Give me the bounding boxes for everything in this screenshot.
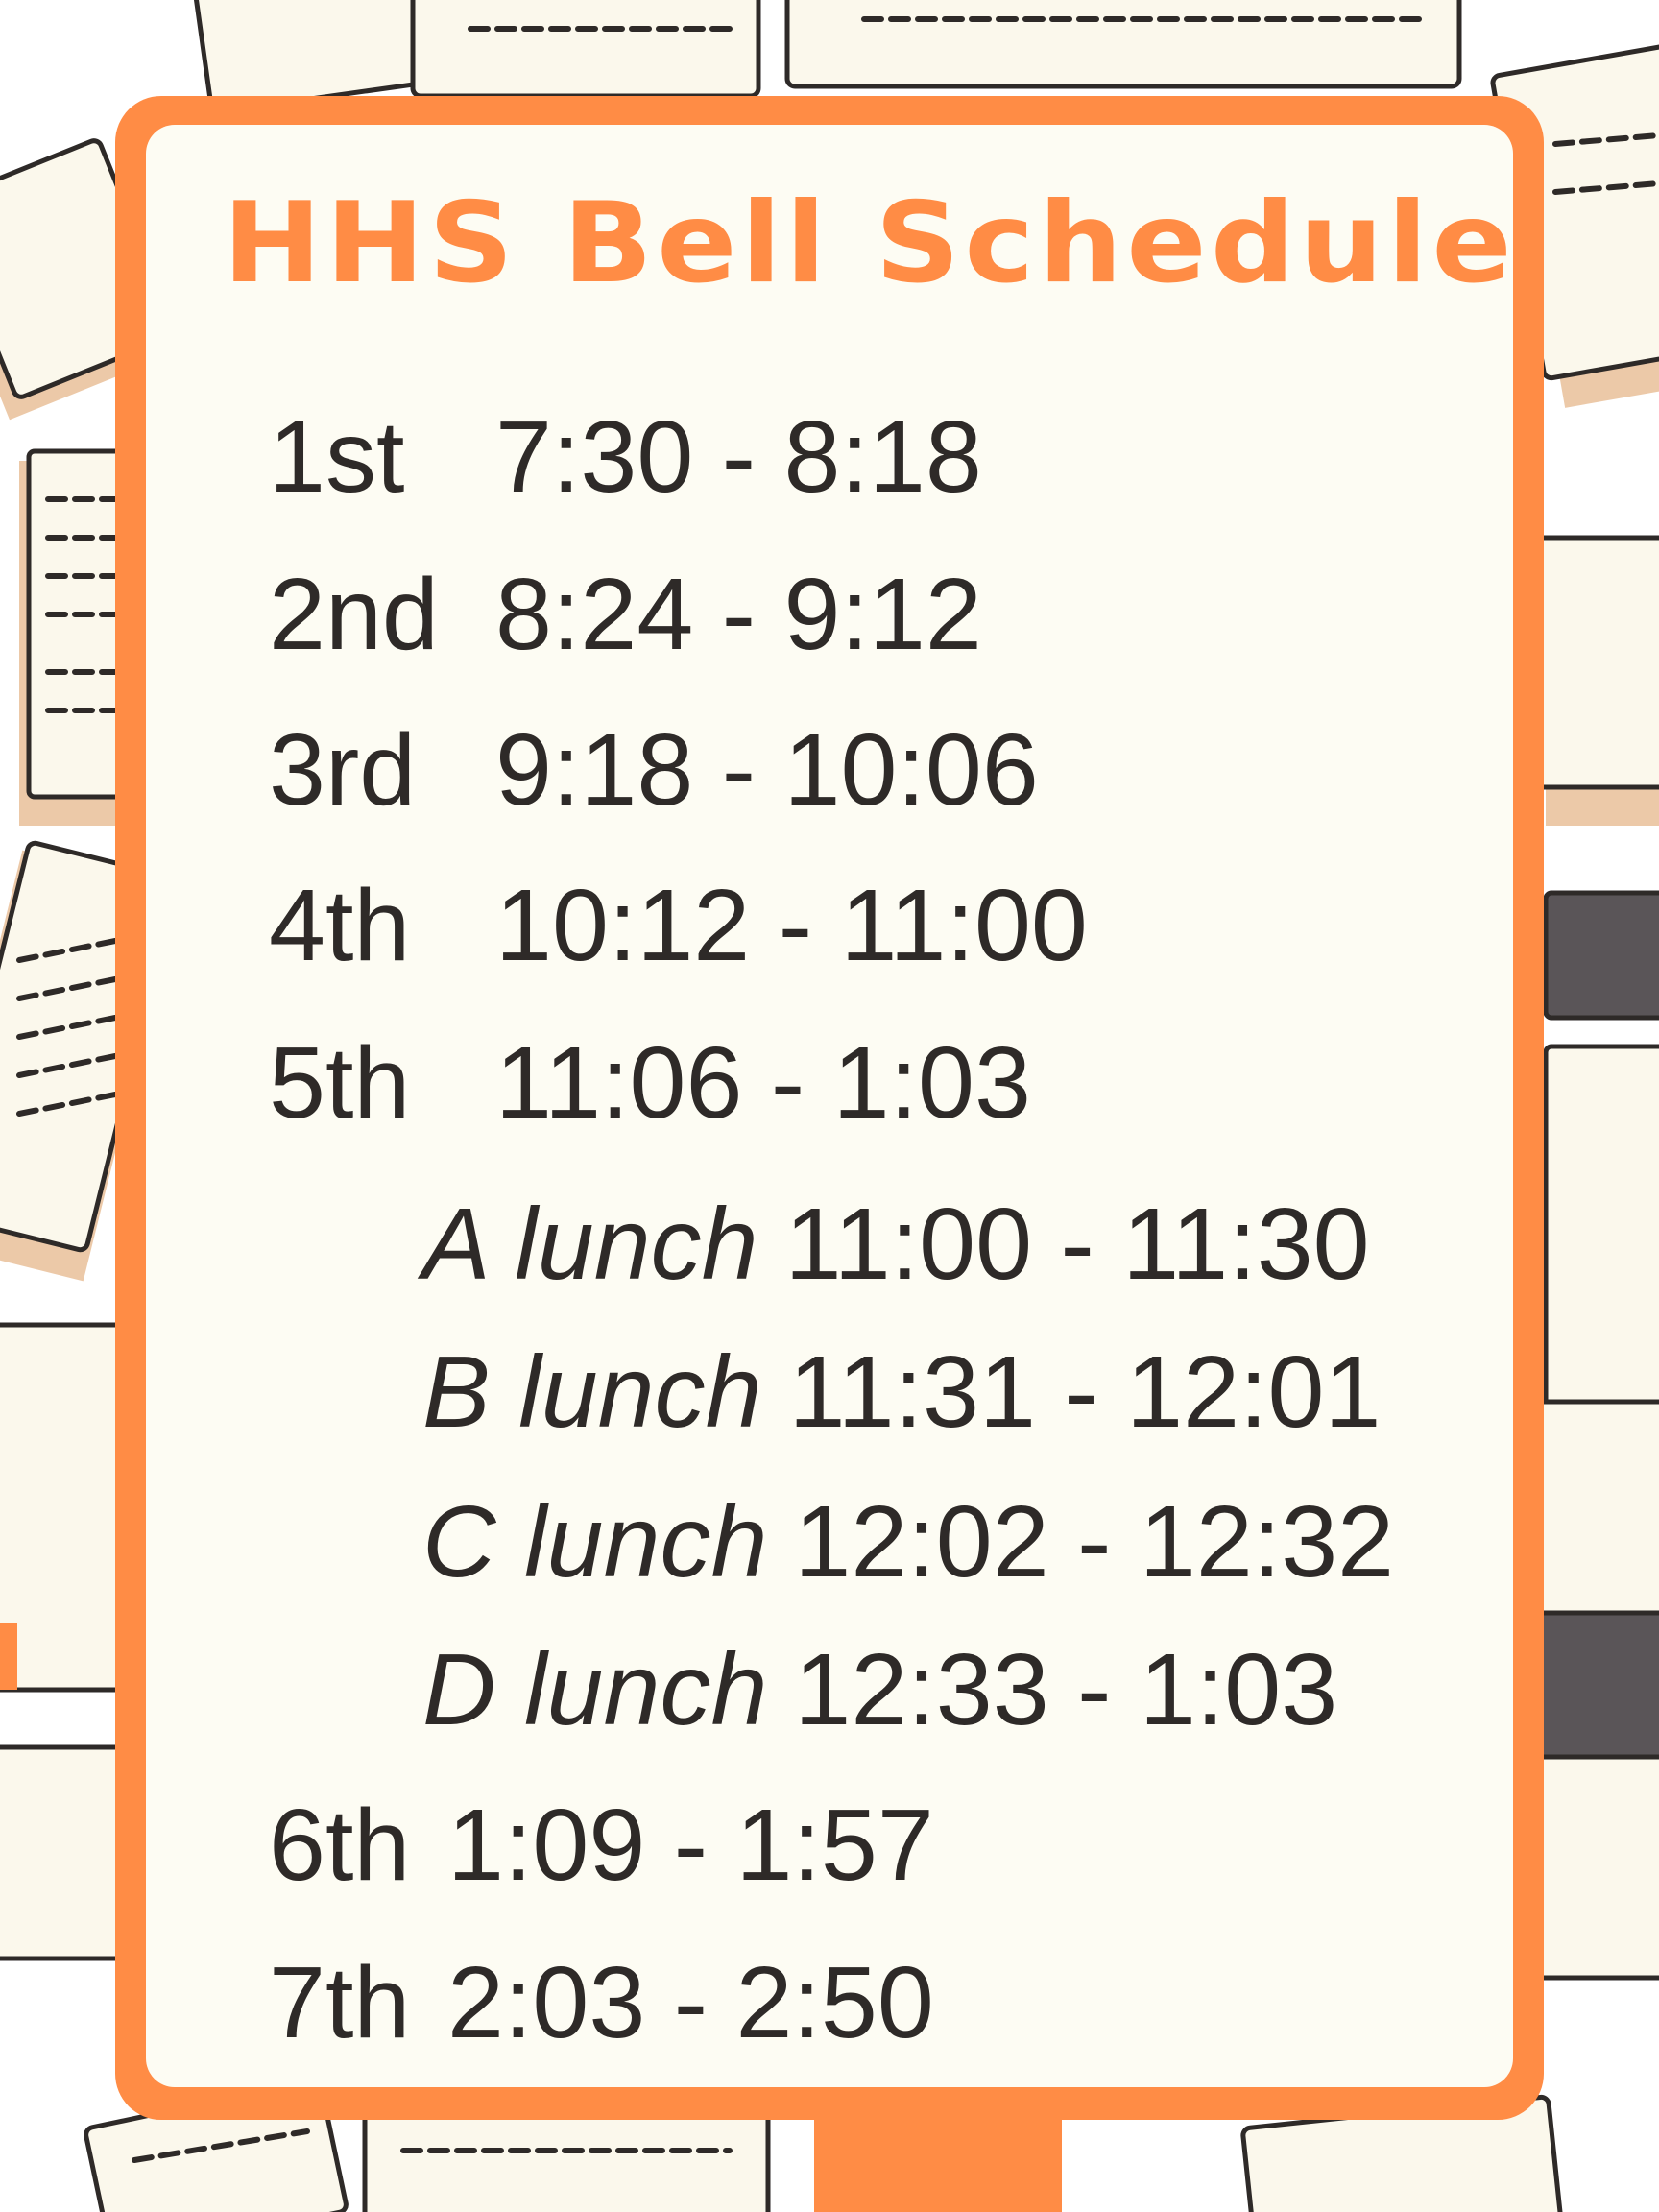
period-row-1st — [269, 399, 982, 515]
lunch-label: A lunch — [422, 1188, 758, 1301]
lunch-row-b — [422, 1334, 1381, 1450]
period-label: 5th — [269, 1026, 411, 1140]
period-time: 7:30 - 8:18 — [495, 400, 982, 514]
period-label: 7th — [269, 1946, 411, 2059]
period-time: 8:24 - 9:12 — [495, 558, 982, 671]
lunch-time: 12:02 - 12:32 — [794, 1485, 1395, 1599]
period-time: 10:12 - 11:00 — [495, 869, 1088, 982]
period-time: 11:06 - 1:03 — [495, 1026, 1031, 1140]
period-time: 1:09 - 1:57 — [447, 1789, 934, 1902]
lunch-row-d — [422, 1632, 1337, 1747]
lunch-label: C lunch — [422, 1485, 768, 1599]
period-row-5th — [269, 1025, 1031, 1141]
page-title: HHS Bell Schedule — [223, 179, 1516, 308]
period-label: 4th — [269, 869, 411, 982]
period-row-3rd — [269, 712, 1039, 828]
period-label: 6th — [269, 1789, 411, 1902]
lunch-time: 11:31 - 12:01 — [788, 1335, 1382, 1449]
period-row-7th — [269, 1945, 934, 2060]
lunch-row-c — [422, 1484, 1394, 1599]
period-label: 3rd — [269, 713, 417, 827]
period-row-2nd — [269, 557, 982, 672]
lunch-label: D lunch — [422, 1633, 768, 1746]
period-row-4th — [269, 868, 1088, 983]
period-time: 2:03 - 2:50 — [447, 1946, 934, 2059]
period-row-6th — [269, 1788, 934, 1903]
lunch-time: 11:00 - 11:30 — [784, 1188, 1370, 1301]
period-label: 2nd — [269, 558, 439, 671]
lunch-row-a — [422, 1187, 1370, 1302]
period-time: 9:18 - 10:06 — [495, 713, 1039, 827]
period-label: 1st — [269, 400, 405, 514]
lunch-label: B lunch — [422, 1335, 762, 1449]
lunch-time: 12:33 - 1:03 — [794, 1633, 1338, 1746]
